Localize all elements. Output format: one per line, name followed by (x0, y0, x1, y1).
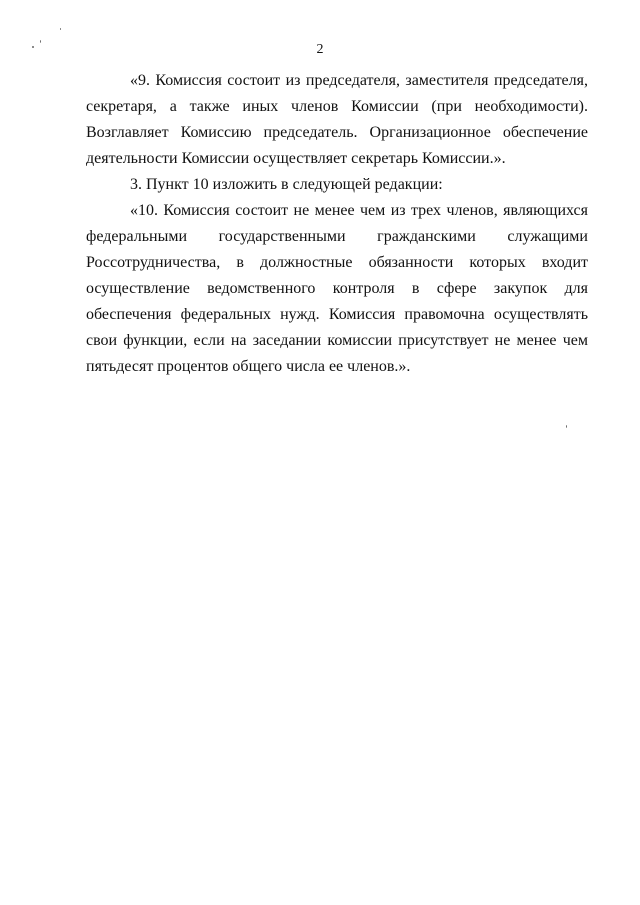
paragraph-item-10: «10. Комиссия состоит не менее чем из трех членов, являющихся федеральными государственными гражданскими служащими Россотрудничества, в должностные обязанности которых входит осуществление ведомственного контроля в сфере закупок для обеспечения федеральных нужд. Комиссия правомочна осуществлять свои функции, если на заседании комиссии присутствует не менее чем пятьдесят процентов общего числа ее членов.». (86, 202, 588, 375)
page-number: 2 (316, 42, 324, 57)
scan-speck (60, 28, 61, 30)
paragraph-item-9: «9. Комиссия состоит из председателя, заместителя председателя, секретаря, а также иных членов Комиссии (при необходимости). Возглавляет Комиссию председатель. Организационное обеспечение деятельности Комиссии осуществляет секретарь Комиссии.». (86, 72, 588, 167)
scan-speck (566, 425, 567, 428)
paragraph-amendment-3: 3. Пункт 10 изложить в следующей редакции: (130, 176, 443, 193)
document-body (86, 68, 588, 380)
